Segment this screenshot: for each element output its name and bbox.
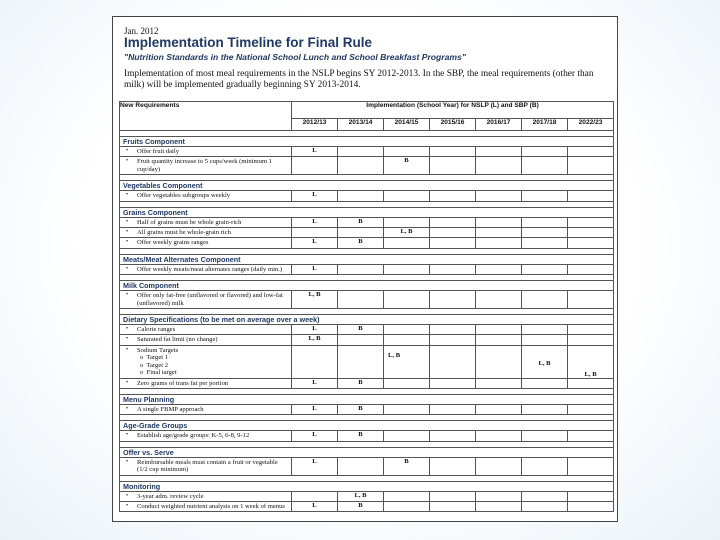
bullet: •: [126, 148, 129, 154]
bullet: •: [126, 336, 129, 343]
bullet: •: [126, 458, 129, 465]
table-row: [120, 457, 614, 475]
requirement-text: Reimbursable meals must contain a fruit or vegetable (1/2 cup minimum): [137, 458, 278, 474]
requirement-text: Establish age/grade groups: K-5, 6-8, 9-12: [137, 432, 250, 440]
requirement-text: Target 2: [146, 361, 169, 369]
bullet: •: [126, 265, 129, 272]
bullet: •: [126, 158, 129, 165]
sub-bullet: o: [140, 369, 144, 377]
sub-item: [126, 369, 289, 376]
table-row: [120, 157, 614, 175]
section-heading: Meats/Meat Alternates Component: [120, 254, 614, 264]
bullet: •: [126, 192, 129, 199]
requirement-text: 3-year adm. review cycle: [137, 492, 204, 500]
sub-item: [126, 354, 289, 361]
bullet: •: [126, 326, 129, 333]
table-cell: L, B: [384, 345, 430, 378]
timeline-table: [119, 101, 614, 512]
document-intro: Implementation of most meal requirements in the NSLP begins SY 2012-2013. In the SBP, the meal requirements (other than milk) will be implemented gradually beginning SY 2013-2014.: [124, 69, 594, 90]
table-row: [120, 501, 614, 511]
table-row: [120, 431, 614, 441]
bullet: •: [126, 502, 129, 509]
requirement-text: Offer weekly grains ranges: [137, 239, 209, 247]
section-heading: Fruits Component: [120, 137, 614, 147]
table-cell: L: [292, 501, 338, 511]
section-heading: Monitoring: [120, 481, 614, 491]
section-heading: Menu Planning: [120, 394, 614, 404]
table-row: [120, 291, 614, 309]
table-cell: B: [338, 501, 384, 511]
sub-bullet: o: [140, 354, 144, 362]
requirement-text: Calorie ranges: [137, 326, 176, 334]
table-cell: B: [338, 431, 384, 441]
requirement-text: Fruit quantity increase to 5 cups/week (minimum 1 cup/day): [137, 158, 272, 173]
bullet: •: [126, 379, 129, 386]
bullet: •: [126, 218, 129, 225]
bullet: •: [126, 492, 129, 499]
table-cell: L: [292, 457, 338, 475]
table-cell: L: [292, 404, 338, 414]
requirement-text: Offer weekly meats/meat alternates ranges (daily min.): [137, 265, 283, 273]
table-cell: L: [292, 217, 338, 227]
table-cell: L: [292, 378, 338, 388]
year-header: 2017/18: [522, 118, 568, 130]
table-cell: L, B: [522, 345, 568, 378]
requirement-text: Saturated fat limit (no change): [137, 336, 218, 344]
section-heading: Milk Component: [120, 281, 614, 291]
new-requirements-header: New Requirements: [120, 102, 292, 131]
section-heading: Offer vs. Serve: [120, 447, 614, 457]
requirement-text: Half of grains must be whole grain-rich: [137, 218, 242, 226]
table-cell: L: [292, 431, 338, 441]
table-row: [120, 147, 614, 157]
table-cell: L, B: [338, 491, 384, 501]
section-heading: Dietary Specifications (to be met on average over a week): [120, 315, 614, 325]
table-row: [120, 191, 614, 201]
table-cell: B: [338, 238, 384, 248]
bullet: •: [126, 346, 129, 353]
requirement-text: Final target: [146, 369, 177, 377]
table-cell: L: [292, 147, 338, 157]
sub-item: [126, 362, 289, 369]
table-row: [120, 264, 614, 274]
table-cell: L, B: [292, 335, 338, 345]
bullet: •: [126, 229, 129, 236]
table-cell: B: [384, 457, 430, 475]
table-cell: B: [338, 325, 384, 335]
requirement-text: Zero grams of trans fat per portion: [137, 379, 229, 387]
year-header: 2016/17: [476, 118, 522, 130]
table-row: [120, 238, 614, 248]
year-header: 2014/15: [384, 118, 430, 130]
table-cell: L, B: [568, 345, 614, 378]
bullet: •: [126, 405, 129, 412]
table-cell: B: [338, 404, 384, 414]
section-heading: Age-Grade Groups: [120, 421, 614, 431]
table-cell: B: [384, 157, 430, 175]
requirement-text: All grains must be whole-grain rich: [137, 229, 231, 237]
bullet: •: [126, 292, 129, 299]
bullet: •: [126, 432, 129, 439]
table-cell: B: [338, 378, 384, 388]
year-header: 2015/16: [430, 118, 476, 130]
table-cell: L: [292, 325, 338, 335]
requirement-text: Offer only fat-free (unflavored or flavored) and low-fat (unflavored) milk: [137, 292, 283, 307]
table-row: [120, 228, 614, 238]
document-page: [112, 16, 618, 522]
requirement-text: A single FBMP approach: [137, 405, 204, 413]
document-date: Jan. 2012: [124, 26, 159, 36]
table-row: [120, 404, 614, 414]
requirement-text: Conduct weighted nutrient analysis on 1 week of menus: [137, 502, 285, 510]
year-header: 2012/13: [292, 118, 338, 130]
requirement-text: Target 1: [146, 354, 169, 362]
table-cell: L: [292, 191, 338, 201]
year-header: 2013/14: [338, 118, 384, 130]
document-subtitle: "Nutrition Standards in the National School Lunch and School Breakfast Programs": [124, 52, 466, 62]
table-row: [120, 325, 614, 335]
year-header: 2022/23: [568, 118, 614, 130]
requirement-text: Offer fruit daily: [137, 148, 179, 155]
table-cell: L, B: [384, 228, 430, 238]
table-cell: L, B: [292, 291, 338, 309]
table-cell: L: [292, 264, 338, 274]
document-title: Implementation Timeline for Final Rule: [124, 35, 373, 50]
table-cell: L: [292, 238, 338, 248]
implementation-header: Implementation (School Year) for NSLP (L) and SBP (B): [292, 102, 614, 119]
table-row: [120, 378, 614, 388]
bullet: •: [126, 239, 129, 246]
table-row: [120, 345, 614, 378]
table-row: [120, 217, 614, 227]
table-cell: B: [338, 217, 384, 227]
requirement-text: Offer vegetables subgroups weekly: [137, 192, 231, 200]
requirement-text: Sodium Targets: [137, 346, 179, 354]
sub-bullet: o: [140, 361, 144, 369]
table-row: [120, 491, 614, 501]
table-row: [120, 335, 614, 345]
section-heading: Vegetables Component: [120, 181, 614, 191]
section-heading: Grains Component: [120, 207, 614, 217]
